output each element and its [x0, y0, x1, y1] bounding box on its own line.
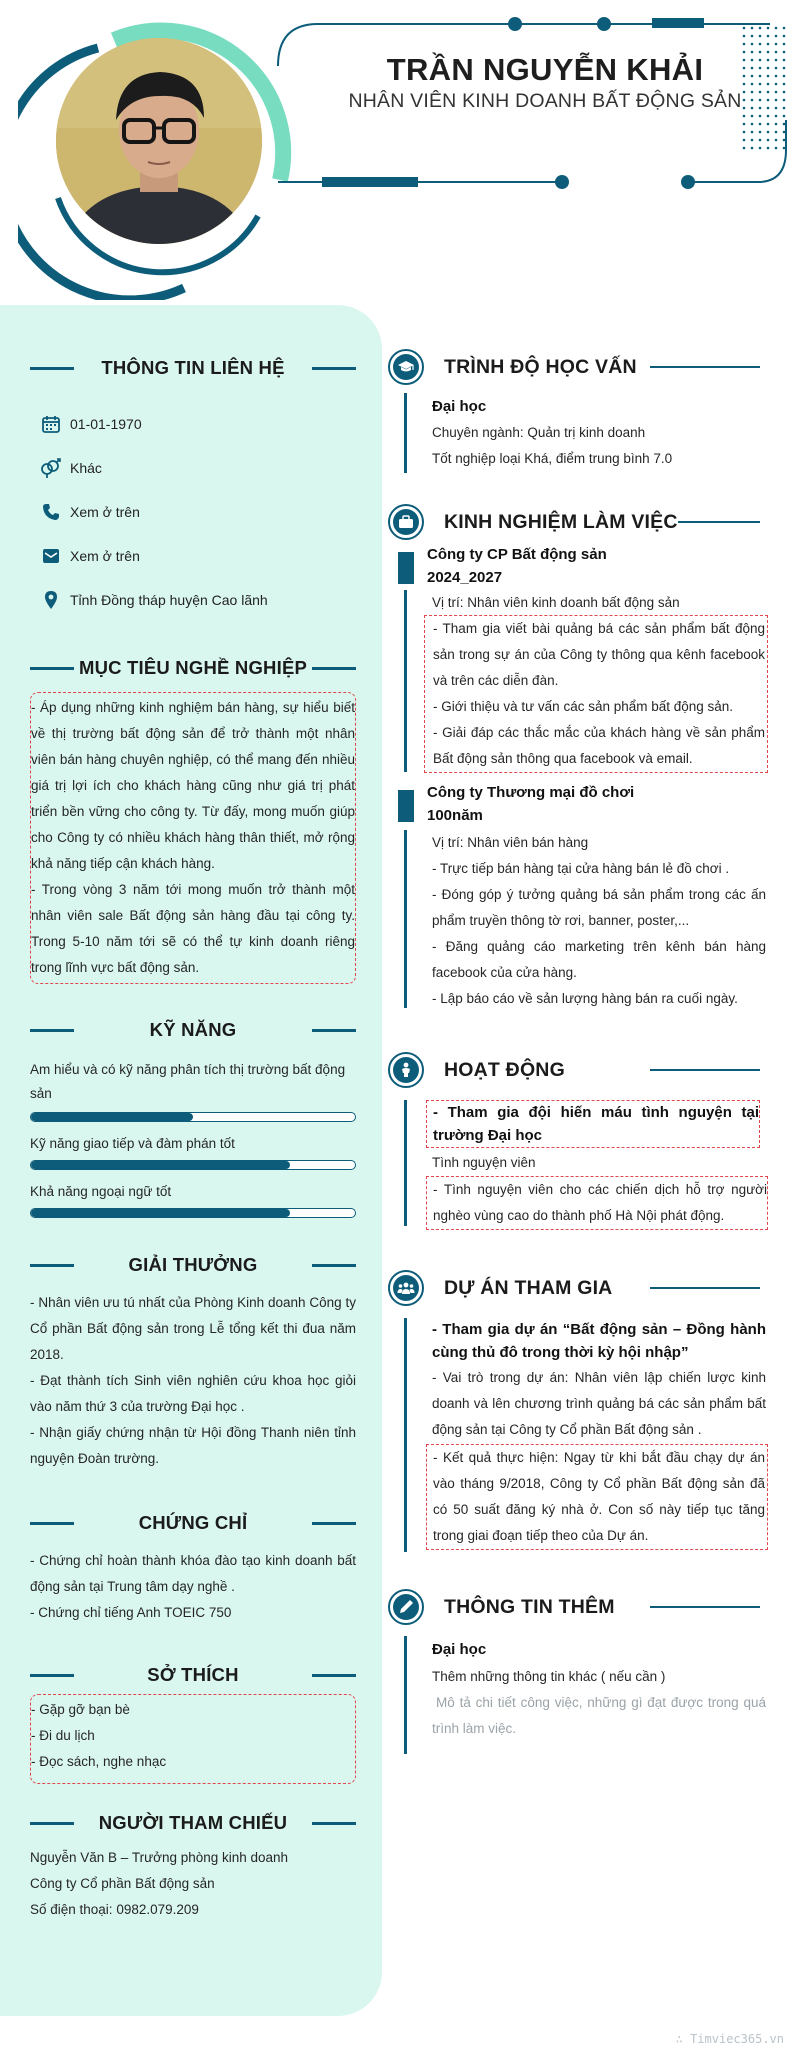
section-title: NGƯỜI THAM CHIẾU: [98, 1812, 288, 1833]
group-icon: [393, 1275, 419, 1301]
candidate-name: TRẦN NGUYỄN KHẢI: [386, 52, 704, 87]
skill-level-fill: [31, 1209, 290, 1217]
divider: [30, 1264, 74, 1267]
timeline-line: [404, 393, 407, 473]
projects-section-header: [388, 1268, 760, 1308]
icon-badge: [388, 349, 424, 385]
icon-badge: [388, 1270, 424, 1306]
skill-level-fill: [31, 1113, 193, 1121]
gender-value: Khác: [70, 460, 102, 476]
job-position: Vị trí: Nhân viên kinh doanh bất động sản: [432, 595, 680, 610]
reference-line: Số điện thoại: 0982.079.209: [30, 1902, 199, 1917]
job-duty: - Giải đáp các thắc mắc của khách hàng về sản phẩm Bất động sản thông qua facebook và email.: [433, 725, 765, 766]
job-duties: [424, 615, 768, 773]
divider: [650, 1069, 760, 1072]
address-value: Tỉnh Đồng tháp huyện Cao lãnh: [70, 592, 268, 608]
divider: [650, 1287, 760, 1290]
calendar-icon: [40, 413, 62, 435]
job-duty: - Lập báo cáo về sản lượng hàng bán ra cuối ngày.: [432, 991, 738, 1006]
certificate-item: - Chứng chỉ tiếng Anh TOEIC 750: [30, 1605, 232, 1620]
divider: [30, 1522, 74, 1525]
divider: [312, 367, 356, 370]
section-title: DỰ ÁN THAM GIA: [444, 1276, 613, 1299]
icon-badge: [388, 1589, 424, 1625]
watermark-text: Timviec365.vn: [690, 2032, 784, 2046]
contact-address: [40, 588, 268, 612]
skill-level-bar: [30, 1112, 356, 1122]
certificates-list: [30, 1548, 356, 1626]
job-marker: [398, 552, 414, 584]
section-title: HOẠT ĐỘNG: [444, 1058, 565, 1081]
phone-icon: [40, 501, 62, 523]
contact-gender: [40, 456, 102, 480]
education-major: Chuyên ngành: Quản trị kinh doanh: [432, 425, 646, 440]
job-duty: - Giới thiệu và tư vấn các sản phẩm bất động sản.: [433, 699, 734, 714]
activity-name: - Tham gia đội hiến máu tình nguyện tại trường Đại học: [426, 1100, 760, 1148]
education-grade: Tốt nghiệp loại Khá, điểm trung bình 7.0: [432, 451, 673, 466]
skill-name: Khả năng ngoại ngữ tốt: [30, 1184, 172, 1199]
divider: [30, 667, 74, 670]
experience-section-header: [388, 502, 760, 542]
objective-section-header: [30, 653, 356, 683]
contact-email: [40, 544, 140, 568]
hobbies-section-header: [30, 1660, 356, 1690]
avatar: [56, 38, 262, 244]
timeline-line: [404, 830, 407, 1008]
divider: [312, 1674, 356, 1677]
objective-paragraph: - Trong vòng 3 năm tới mong muốn trở thành một nhân viên sale Bất động sản hàng đầu tại công ty. Trong 5-10 năm tới sẽ có thể tự kinh doanh riêng trong lĩnh vực bất động sản.: [31, 882, 355, 975]
award-item: - Đạt thành tích Sinh viên nghiên cứu khoa học giỏi vào năm thứ 3 của trường Đại học .: [30, 1373, 356, 1414]
location-pin-icon: [40, 589, 62, 611]
job-duties: [432, 856, 766, 1012]
certificates-section-header: [30, 1508, 356, 1538]
skills-section-header: [30, 1015, 356, 1045]
job-duty: - Trực tiếp bán hàng tại cửa hàng bán lẻ đồ chơi .: [432, 861, 730, 876]
divider: [650, 366, 760, 369]
skill-level-bar: [30, 1208, 356, 1218]
job-duty: - Đăng quảng cáo marketing trên kênh bán hàng facebook của cửa hàng.: [432, 939, 766, 980]
email-icon: [40, 545, 62, 567]
divider: [30, 1029, 74, 1032]
watermark-icon: ∴: [675, 2032, 691, 2046]
section-title: KINH NGHIỆM LÀM VIỆC: [444, 510, 678, 533]
activity-description: - Tình nguyện viên cho các chiến dịch hỗ trợ người nghèo vùng cao do thành phố Hà Nội phát động.: [426, 1176, 768, 1230]
divider: [678, 521, 760, 524]
activity-role: Tình nguyện viên: [432, 1155, 536, 1170]
person-icon: [393, 1057, 419, 1083]
job-duty: - Đóng góp ý tưởng quảng bá sản phẩm trong các ấn phẩm truyền thông tờ rơi, banner, poster,...: [432, 887, 766, 928]
section-title: GIẢI THƯỞNG: [128, 1254, 258, 1275]
briefcase-icon: [393, 509, 419, 535]
reference-line: Công ty Cổ phần Bất động sản: [30, 1876, 215, 1891]
additional-line: Thêm những thông tin khác ( nếu cần ): [432, 1669, 666, 1684]
job-company: Công ty Thương mại đồ chơi: [427, 784, 635, 801]
email-value[interactable]: Xem ở trên: [70, 548, 140, 564]
timeline-line: [404, 1636, 407, 1754]
reference-section-header: [30, 1808, 356, 1838]
job-period: 100năm: [427, 807, 483, 824]
award-item: - Nhận giấy chứng nhận từ Hội đồng Thanh niên tỉnh nguyện Đoàn trường.: [30, 1425, 356, 1466]
graduation-cap-icon: [393, 354, 419, 380]
job-period: 2024_2027: [427, 569, 503, 586]
gender-icon: [40, 457, 62, 479]
objective-box: [30, 692, 356, 984]
hobby-item: - Đọc sách, nghe nhạc: [31, 1754, 167, 1769]
divider: [650, 1606, 760, 1609]
watermark: [676, 2032, 784, 2046]
section-title: KỸ NĂNG: [149, 1019, 237, 1040]
divider: [30, 1674, 74, 1677]
additional-hint: Mô tả chi tiết công việc, những gì đạt được trong quá trình làm việc.: [432, 1695, 766, 1736]
awards-section-header: [30, 1250, 356, 1280]
section-title: THÔNG TIN LIÊN HỆ: [101, 357, 285, 378]
reference-line: Nguyễn Văn B – Trưởng phòng kinh doanh: [30, 1850, 289, 1865]
reference-details: [30, 1845, 356, 1923]
contact-phone: [40, 500, 140, 524]
job-company: Công ty CP Bất động sản: [427, 546, 607, 563]
divider: [312, 1522, 356, 1525]
timeline-line: [404, 1100, 407, 1226]
divider: [312, 1029, 356, 1032]
birthdate-value: 01-01-1970: [70, 416, 142, 432]
timeline-line: [404, 1318, 407, 1552]
section-title: MỤC TIÊU NGHỀ NGHIỆP: [78, 657, 308, 678]
skill-name: Am hiểu và có kỹ năng phân tích thị trường bất động sản: [30, 1062, 346, 1101]
divider: [30, 1822, 74, 1825]
project-name: - Tham gia dự án “Bất động sản – Đồng hành cùng thủ đô trong thời kỳ hội nhập”: [432, 1321, 766, 1361]
project-role: - Vai trò trong dự án: Nhân viên lập chiến lược kinh doanh và lên chương trình quảng bá các sản phẩm bất động sản tại Công ty Cổ phần Bất động sản .: [432, 1370, 766, 1437]
education-school: Đại học: [432, 398, 487, 415]
skill-name: Kỹ năng giao tiếp và đàm phán tốt: [30, 1136, 235, 1151]
divider: [312, 1264, 356, 1267]
job-duty: - Tham gia viết bài quảng bá các sản phẩm bất động sản trong sự án của Công ty thông qua kênh facebook và trên các diễn đàn.: [433, 621, 765, 688]
section-title: SỞ THÍCH: [147, 1664, 239, 1685]
additional-section-header: [388, 1587, 760, 1627]
section-title: CHỨNG CHỈ: [138, 1512, 248, 1533]
section-title: THÔNG TIN THÊM: [444, 1595, 615, 1618]
hobbies-box: [30, 1694, 356, 1784]
icon-badge: [388, 504, 424, 540]
education-section-header: [388, 347, 760, 387]
section-title: TRÌNH ĐỘ HỌC VẤN: [444, 355, 637, 378]
activities-section-header: [388, 1050, 760, 1090]
profile-photo: [56, 38, 262, 244]
awards-list: [30, 1290, 356, 1472]
divider: [30, 367, 74, 370]
job-position: Vị trí: Nhân viên bán hàng: [432, 835, 589, 850]
contact-section-header: [30, 353, 356, 383]
icon-badge: [388, 1052, 424, 1088]
skill-level-fill: [31, 1161, 290, 1169]
job-title: NHÂN VIÊN KINH DOANH BẤT ĐỘNG SẢN: [348, 90, 742, 112]
hobby-item: - Gặp gỡ bạn bè: [31, 1702, 130, 1717]
project-result: - Kết quả thực hiện: Ngay từ khi bắt đầu chạy dự án vào tháng 9/2018, Công ty Cổ phần Bất động sản đã có 50 suất đăng ký nhà ở. Con số này tiếp tục tăng trong giai đoạn tiếp theo của Dự án.: [426, 1444, 768, 1550]
contact-birthdate: [40, 412, 142, 436]
certificate-item: - Chứng chỉ hoàn thành khóa đào tạo kinh doanh bất động sản tại Trung tâm dạy nghề .: [30, 1553, 356, 1594]
pencil-icon: [393, 1594, 419, 1620]
skill-level-bar: [30, 1160, 356, 1170]
objective-paragraph: - Áp dụng những kinh nghiệm bán hàng, sự hiểu biết về thị trường bất động sản để trở thành một nhân viên bán hàng chuyên nghiệp, có thể mang đến nhiều giá trị lợi ích cho khách hàng cũng như giá trị phát triển bền vững cho công ty. Từ đấy, mong muốn giúp cho Công ty có nhiều khách hàng thân thiết, mở rộng khả năng tiếp cận khách hàng.: [31, 700, 355, 871]
divider: [312, 1822, 356, 1825]
hobby-item: - Đi du lịch: [31, 1728, 95, 1743]
divider: [312, 667, 356, 670]
phone-value[interactable]: Xem ở trên: [70, 504, 140, 520]
award-item: - Nhân viên ưu tú nhất của Phòng Kinh doanh Công ty Cổ phần Bất động sản trong Lễ tổng kết thi đua năm 2018.: [30, 1295, 356, 1362]
timeline-line: [404, 590, 407, 772]
job-marker: [398, 790, 414, 822]
additional-heading: Đại học: [432, 1641, 487, 1658]
